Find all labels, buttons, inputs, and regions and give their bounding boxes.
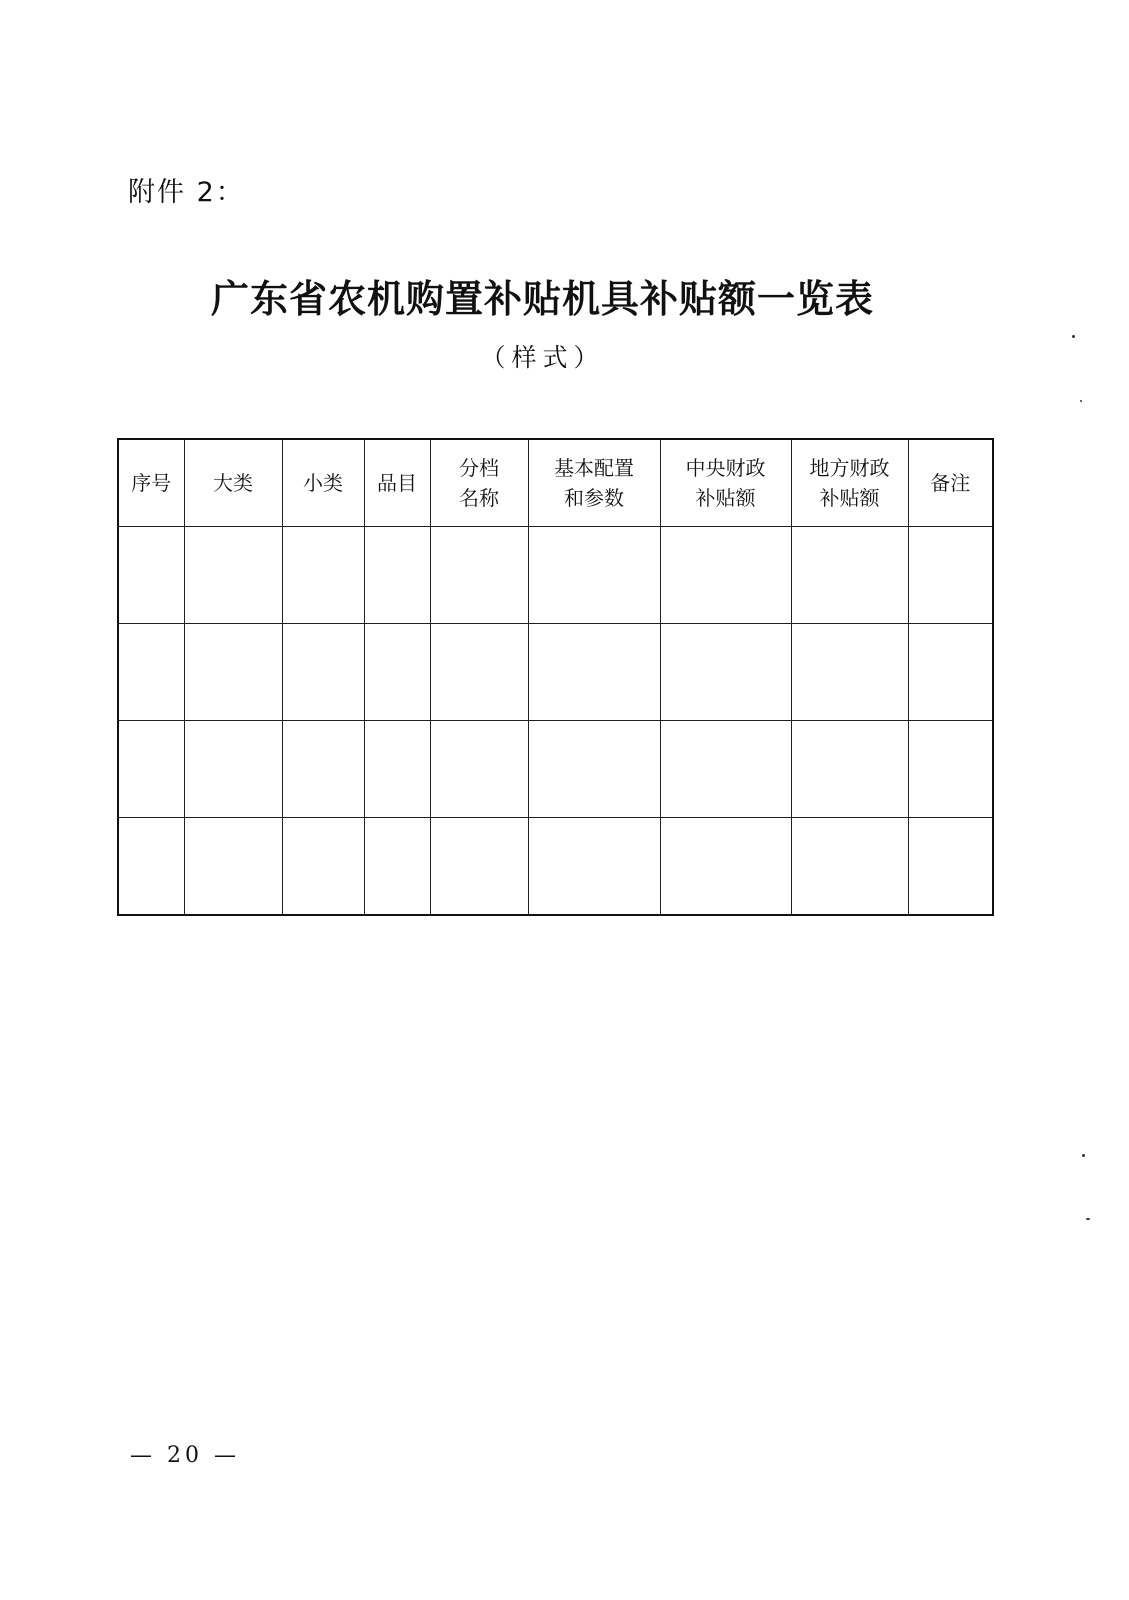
column-header-text: 地方财政 bbox=[809, 456, 890, 480]
column-header-text: 品目 bbox=[377, 471, 417, 495]
table-cell bbox=[430, 527, 528, 624]
column-header-text: 分档 bbox=[459, 456, 499, 480]
column-header bbox=[118, 439, 184, 527]
column-header-text: 补贴额 bbox=[695, 486, 756, 510]
table-cell bbox=[184, 721, 282, 818]
table-cell bbox=[660, 527, 791, 624]
table-cell bbox=[660, 721, 791, 818]
table-row bbox=[118, 818, 993, 916]
table-cell bbox=[660, 624, 791, 721]
table-cell bbox=[118, 624, 184, 721]
table-cell bbox=[528, 818, 660, 916]
column-header-text: 备注 bbox=[930, 471, 971, 495]
column-header bbox=[908, 439, 993, 527]
subsidy-table bbox=[117, 438, 994, 916]
table-cell bbox=[364, 527, 430, 624]
table-cell bbox=[364, 818, 430, 916]
column-header bbox=[430, 439, 528, 527]
page-number: — 20 — bbox=[130, 1443, 240, 1468]
table-cell bbox=[184, 818, 282, 916]
table-row bbox=[118, 527, 993, 624]
table-cell bbox=[908, 527, 993, 624]
column-header-text: 补贴额 bbox=[819, 486, 880, 510]
table-row bbox=[118, 624, 993, 721]
column-header bbox=[791, 439, 908, 527]
column-header-text: 和参数 bbox=[564, 486, 624, 510]
table-row bbox=[118, 721, 993, 818]
table-cell bbox=[184, 527, 282, 624]
table-cell bbox=[791, 624, 908, 721]
column-header bbox=[184, 439, 282, 527]
document-title: 广东省农机购置补贴机具补贴额一览表 bbox=[210, 276, 874, 321]
table-cell bbox=[528, 721, 660, 818]
column-header-text: 小类 bbox=[303, 471, 343, 495]
scan-speck bbox=[1072, 335, 1075, 338]
table-body bbox=[118, 527, 993, 916]
table-cell bbox=[908, 721, 993, 818]
column-header bbox=[364, 439, 430, 527]
table-cell bbox=[791, 527, 908, 624]
column-header-text: 序号 bbox=[131, 471, 172, 495]
column-header-text: 大类 bbox=[213, 471, 253, 495]
table-cell bbox=[184, 624, 282, 721]
table-cell bbox=[282, 624, 364, 721]
column-header-text: 名称 bbox=[459, 486, 499, 510]
table-cell bbox=[282, 721, 364, 818]
table-cell bbox=[791, 818, 908, 916]
column-header-text: 中央财政 bbox=[685, 456, 766, 480]
table-cell bbox=[660, 818, 791, 916]
table-cell bbox=[908, 624, 993, 721]
table-cell bbox=[430, 624, 528, 721]
table-cell bbox=[908, 818, 993, 916]
scan-speck bbox=[1080, 400, 1082, 402]
attachment-label: 附件 2： bbox=[128, 177, 245, 208]
table-cell bbox=[118, 721, 184, 818]
table-cell bbox=[430, 818, 528, 916]
column-header bbox=[660, 439, 791, 527]
table-cell bbox=[118, 527, 184, 624]
scan-speck bbox=[1082, 1154, 1085, 1157]
table-cell bbox=[282, 527, 364, 624]
table-cell bbox=[528, 624, 660, 721]
table-cell bbox=[282, 818, 364, 916]
column-header bbox=[282, 439, 364, 527]
table-cell bbox=[118, 818, 184, 916]
table-cell bbox=[430, 721, 528, 818]
table-cell bbox=[791, 721, 908, 818]
table-cell bbox=[528, 527, 660, 624]
column-header-text: 基本配置 bbox=[554, 456, 634, 480]
scan-speck bbox=[1086, 1218, 1090, 1220]
table-cell bbox=[364, 721, 430, 818]
table-header-row bbox=[118, 439, 993, 527]
column-header bbox=[528, 439, 660, 527]
document-subtitle: （样式） bbox=[480, 343, 605, 372]
table-cell bbox=[364, 624, 430, 721]
